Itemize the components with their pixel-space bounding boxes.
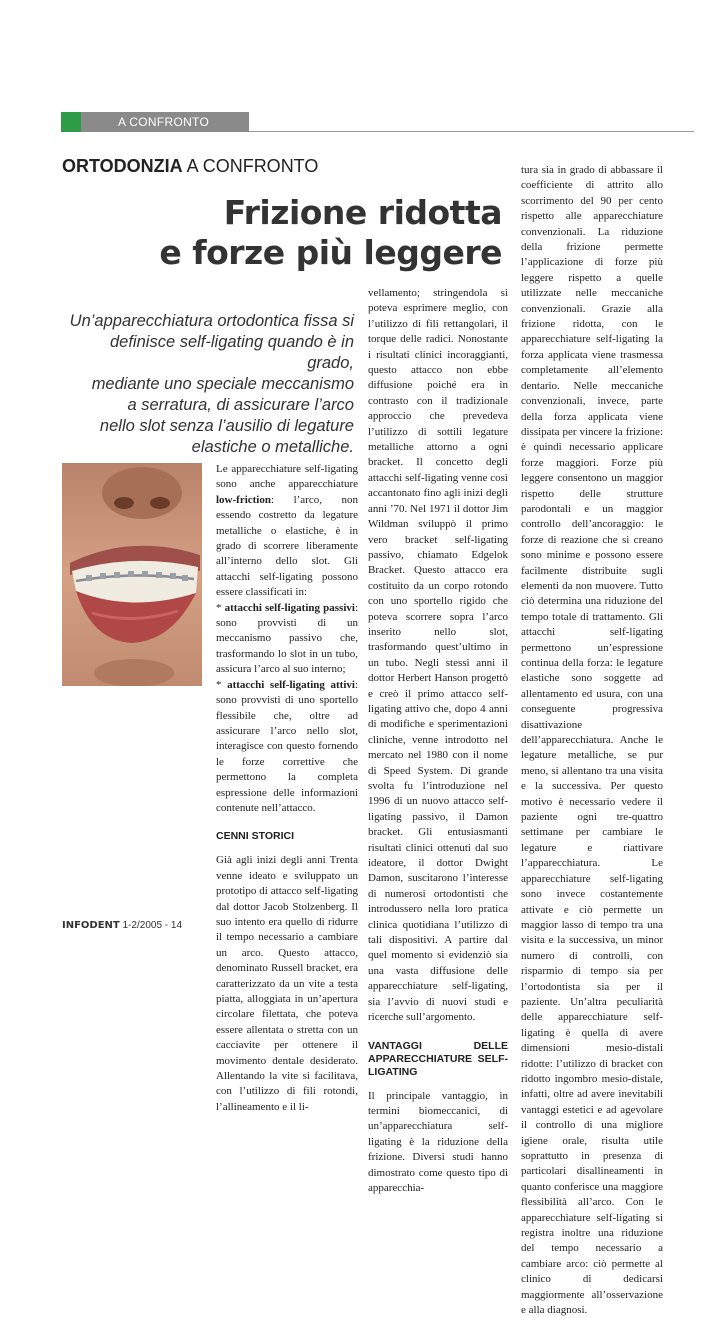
body-paragraph: vellamento; stringendola si poteva esprimere meglio, con l’utilizzo di fili rettangolari, il torque delle radici. Nonostante i risultati clinici incoraggianti, questo attacco non ebbe diffusione poiché era in contrasto con il tradizionale approccio che prevedeva l’utilizzo di sottili legature metalliche attorno a ogni bracket. Il concetto degli attacchi self-ligating venne così accantonato fino agli inizi degli anni ’70. Nel 1971 il dottor Jim Wildman sviluppò il primo vero bracket self-ligating passivo, chiamato Edgelok Bracket. Questo attacco era costituito da un corpo rotondo con uno sportello rigido che poteva scorrere sopra l’arco inserito nello slot, trasformando quest’ultimo in un tubo. Negli stessi anni il dottor Herbert Hanson progettò e creò il primo attacco self-ligating attivo che, dopo 4 anni di modifiche e sperimentazioni cliniche, venne introdotto nel mercato nel 1980 con il nome di Speed System. Di grande svolta fu l’introduzione nel 1996 di un nuovo attacco self-ligating passivo, il Damon bracket. Gli entusiasmanti risultati clinici ottenuti dal suo ideatore, il dottor Dwight Damon, suscitarono l’interesse di numerosi ortodontisti che introdussero nella loro pratica clinica quotidiana l’utilizzo di tali dispositivi. A partire dal quel momento si evidenziò sia una vasta diffusione delle apparecchiature self-ligating, sia l’avvio di nuovi studi e ricerche sull’argomento. bbox=[368, 287, 508, 1024]
section-title-bold: ORTODONZIA bbox=[62, 156, 183, 176]
page-footer bbox=[62, 920, 182, 931]
text-run: : sono provvisti di uno sportello flessibile che, oltre ad assicurare l’arco nello slot, interagisce con questo fornendo le forze correttive che permettono la completa espressione delle informazioni contenute nell’attacco. bbox=[216, 678, 358, 814]
body-paragraph: Già agli inizi degli anni Trenta venne ideato e sviluppato un prototipo di attacco self-ligating dal dottor Jacob Stolzenberg. Il suo intento era quello di ridurre il tempo necessario a cambiare un arco. Questo attacco, denominato Russell bracket, era caratterizzato da un vite a testa piatta, alloggiata in un’apertura circolare filettata, che poteva essere allentata o stretta con un cacciavite per ottenere il movimento dentale desiderato. Allentando la vite si facilitava, con l’utilizzo di fili rotondi, l’allineamento e il li- bbox=[216, 854, 358, 1113]
smile-braces-photo bbox=[62, 463, 202, 686]
body-paragraph: tura sia in grado di abbassare il coefficiente di attrito allo scorrimento del 90 per cento rispetto alle apparecchiature convenzionali. La riduzione della frizione permette l’applicazione di forze più leggere rispetto a quelle utilizzate nelle meccaniche convenzionali. Grazie alla frizione ridotta, con le apparecchiature self-ligating la forza applicata viene trasmessa completamente all’elemento dentario. Nelle meccaniche convenzionali, invece, parte della forza applicata viene dissipata per vincere la frizione: è quindi necessario applicare forze maggiori. Forze più leggere consentono un maggior rispetto delle strutture parodontali e un maggior controllo dell’ancoraggio: le forze di reazione che si creano sono minime e possono essere facilmente distribuite sugli elementi da non muovere. Tutto ciò determina una riduzione del tempo totale di trattamento. Gli attacchi self-ligating permettono un’espressione continua della forza: le legature elastiche sono soggette ad allentamento ed usura, con una conseguente progressiva disattivazione dell’apparecchiatura. Anche le legature metalliche, se pur meno, si allentano tra una visita e la successiva. Per questo motivo è necessario vedere il paziente ogni tre-quattro settimane per cambiare le legature e riattivare l’apparecchiatura. Le apparecchiature self-ligating sono invece costantemente attivate e ciò permette un maggior lasso di tempo tra una visita e la successiva, un minor numero di controlli, con risparmio di tempo sia per l’ortodontista sia per il paziente. Un’altra peculiarità delle apparecchiature self-ligating è quella di avere dimensioni mesio-distali ridotte: l’utilizzo di bracket con ridotto ingombro mesio-distale, infatti, oltre ad avere inevitabili vantaggi estetici e ad agevolare il controllo di una migliore igiene orale, risulta utile soprattutto in presenza di particolari disallineamenti in quanto conferisce una maggiore flessibilità all’arco. Con le apparecchiature self-ligating si registra inoltre una riduzione del tempo necessario a cambiare arco: ciò permette al clinico di dedicarsi maggiormente all’osservazione e alla diagnosi. bbox=[521, 164, 663, 1317]
text-run-bold: attacchi self-ligating attivi bbox=[227, 678, 355, 691]
article-title-line-1: Frizione ridotta bbox=[223, 193, 502, 232]
section-title-rest: A CONFRONTO bbox=[182, 156, 319, 176]
text-run: Le apparecchiature self-ligating sono anche apparecchiature bbox=[216, 463, 358, 491]
lead-line: mediante uno speciale meccanismo bbox=[91, 375, 354, 393]
text-column-3 bbox=[521, 163, 663, 1318]
article-title-line-2: e forze più leggere bbox=[159, 233, 502, 272]
body-paragraph bbox=[216, 678, 358, 817]
footer-magazine: INFODENT bbox=[62, 920, 120, 931]
section-title bbox=[62, 156, 318, 177]
photo-illustration bbox=[62, 463, 202, 686]
text-column-1 bbox=[216, 462, 358, 1115]
subheading: VANTAGGI DELLE APPARECCHIATURE SELF-LIGATING bbox=[368, 1039, 508, 1078]
article-title bbox=[150, 193, 502, 273]
text-column-2 bbox=[368, 286, 508, 1196]
text-run-bold: low-friction bbox=[216, 493, 271, 506]
section-header-bar bbox=[61, 112, 694, 132]
text-run: : sono provvisti di un meccanismo passivo che, trasformando lo slot in un tubo, assicura l’arco al suo interno; bbox=[216, 601, 358, 676]
text-run: : l’arco, non essendo costretto da legature metalliche o elastiche, è in grado di scorrere liberamente all’interno dello slot. Gli attacchi self-ligating possono essere classificati in: bbox=[216, 493, 358, 599]
accent-block bbox=[61, 112, 81, 132]
body-paragraph bbox=[216, 601, 358, 678]
body-paragraph bbox=[216, 462, 358, 601]
lead-line: nello slot senza l’ausilio di legature bbox=[99, 417, 354, 435]
text-run: * bbox=[216, 678, 228, 691]
lead-line: Un’apparecchiatura ortodontica fissa si bbox=[69, 312, 354, 330]
header-rule bbox=[249, 131, 694, 132]
lead-line: a serratura, di assicurare l’arco bbox=[127, 396, 354, 414]
text-run: * bbox=[216, 601, 225, 614]
text-run-bold: attacchi self-ligating passivi bbox=[224, 601, 355, 614]
lead-paragraph bbox=[66, 311, 354, 458]
section-tag: A CONFRONTO bbox=[81, 112, 249, 132]
subheading: CENNI STORICI bbox=[216, 830, 294, 843]
footer-issue: 1-2/2005 - 14 bbox=[119, 920, 183, 931]
lead-line: definisce self-ligating quando è in grado, bbox=[110, 333, 354, 372]
body-paragraph: Il principale vantaggio, in termini biomeccanici, di un’apparecchiatura self-ligating è la riduzione della frizione. Diversi studi hanno dimostrato come questo tipo di apparecchia- bbox=[368, 1089, 508, 1194]
lead-line: elastiche o metalliche. bbox=[191, 438, 354, 456]
